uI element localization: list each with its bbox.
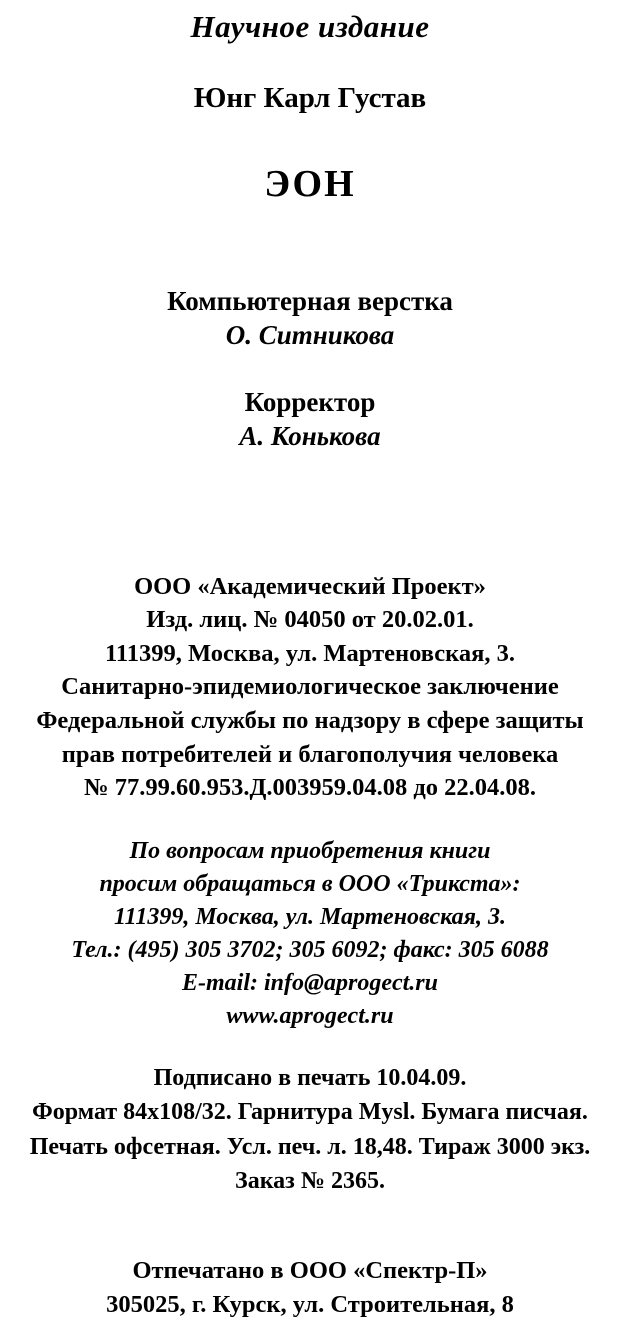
credit-name-proofreader: А. Конькова bbox=[239, 421, 381, 452]
credit-role-typesetting: Компьютерная верстка bbox=[167, 285, 453, 316]
imprint-line: Формат 84х108/32. Гарнитура Mysl. Бумага писчая. bbox=[32, 1099, 588, 1126]
series-label: Научное издание bbox=[190, 9, 430, 44]
publisher-line: Федеральной службы по надзору в сфере защиты bbox=[36, 707, 584, 735]
publisher-line: ООО «Академический Проект» bbox=[134, 572, 486, 600]
sales-line-website: www.aprogect.ru bbox=[226, 1003, 394, 1030]
imprint-line: Печать офсетная. Усл. печ. л. 18,48. Тираж 3000 экз. bbox=[29, 1133, 591, 1160]
credits-spacer bbox=[18, 353, 602, 385]
sales-line: По вопросам приобретения книги bbox=[129, 837, 491, 864]
publisher-line: 111399, Москва, ул. Мартеновская, 3. bbox=[104, 639, 516, 667]
publisher-line: Изд. лиц. № 04050 от 20.02.01. bbox=[146, 606, 474, 634]
printer-line: 305025, г. Курск, ул. Строительная, 8 bbox=[106, 1290, 514, 1318]
sales-contact-block bbox=[18, 805, 602, 1034]
imprint-line-order: Заказ № 2365. bbox=[235, 1167, 385, 1194]
printer-block bbox=[18, 1198, 602, 1323]
publisher-line: № 77.99.60.953.Д.003959.04.08 до 22.04.08. bbox=[84, 774, 536, 802]
publisher-line: Санитарно-эпидемиологическое заключение bbox=[61, 673, 559, 701]
credits-block bbox=[18, 208, 602, 454]
printer-line: Отпечатано в ООО «Спектр-П» bbox=[132, 1256, 488, 1284]
book-title: ЭОН bbox=[264, 162, 356, 205]
author-name: Юнг Карл Густав bbox=[193, 82, 427, 115]
publisher-line: прав потребителей и благополучия человека bbox=[61, 740, 559, 768]
sales-line: просим обращаться в ООО «Трикста»: bbox=[99, 870, 521, 897]
sales-line: 111399, Москва, ул. Мартеновская, 3. bbox=[113, 903, 507, 930]
credit-name-typesetting: О. Ситникова bbox=[225, 320, 395, 351]
imprint-block bbox=[18, 1033, 602, 1197]
sales-line-email: E-mail: info@aprogect.ru bbox=[182, 970, 438, 997]
credit-role-proofreader: Корректор bbox=[244, 386, 376, 417]
sales-line-phone: Тел.: (495) 305 3702; 305 6092; факс: 305 6088 bbox=[71, 937, 549, 964]
imprint-line: Подписано в печать 10.04.09. bbox=[153, 1065, 467, 1092]
publisher-block bbox=[18, 454, 602, 805]
